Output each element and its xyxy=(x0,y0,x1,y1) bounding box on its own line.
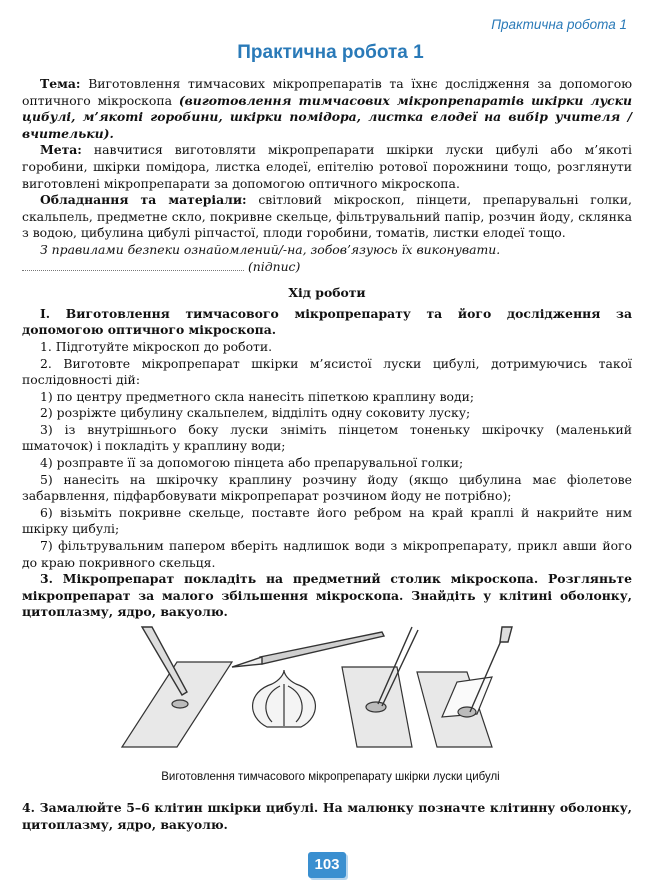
running-header: Практична робота 1 xyxy=(491,17,627,32)
page-number: 103 xyxy=(308,852,346,878)
section-1-heading: I. Виготовлення тимчасового мікропрепарату та його дослідження за допомогою оптичного мікроскопа. xyxy=(22,305,632,338)
equipment-text: світловий мікроскоп, пінцети, препарувальні голки, скальпель, предметне скло, покривне скельце, фільтрувальний папір, розчин йоду, склянка з водою, цибулина цибулі ріпчастої, плоди горобини, томатів, листки елодеї тощо. xyxy=(22,192,632,241)
step-1: 1. Підготуйте мікроскоп до роботи. xyxy=(40,338,273,354)
substep-1: 1) по центру предметного скла нанесіть піпеткою краплину води; xyxy=(40,388,475,404)
topic-text: Виготовлення тимчасових мікропрепаратів та їхнє дослідження за допомогою оптичного мікроскопа xyxy=(22,76,632,108)
topic-note: (виготовлення тимчасових мікропрепаратів шкірки луски цибулі, м’якоті горобини, шкірки помідора, листка елодеї на вибір учителя / вчительки). xyxy=(22,92,632,141)
procedure-heading: Хід роботи xyxy=(288,285,366,301)
equipment-label: Обладнання та матеріали: xyxy=(40,192,247,208)
step-3: 3. Мікропрепарат покладіть на предметний столик мікроскопа. Розгляньте мікропрепарат за малого збільшення мікроскопа. Знайдіть у клітині оболонку, цитоплазму, ядро, вакуолю. xyxy=(22,571,632,620)
signature-label: (підпис) xyxy=(247,258,301,274)
step-2: 2. Виготовте мікропрепарат шкірки м’ясистої луски цибулі, дотримуючись такої послідовності дій: xyxy=(22,355,632,388)
step-4: 4. Замалюйте 5–6 клітин шкірки цибулі. На малюнку позначте клітинну оболонку, цитоплазму, ядро, вакуолю. xyxy=(22,800,632,832)
substep-2: 2) розріжте цибулину скальпелем, відділіть одну соковиту луску; xyxy=(40,405,471,421)
goal-paragraph xyxy=(22,142,632,192)
goal-text: навчитися виготовляти мікропрепарати шкірки луски цибулі або м’якоті горобини, шкірки помідора, листка елодеї, епітелію ротової порожнини тощо, розглянути виготовлені мікропрепарати за допомогою оптичного мікроскопа. xyxy=(22,142,632,191)
substep-7: 7) фільтрувальним папером вберіть надлишок води з мікропрепарату, прикл авши його до краю покривного скельця. xyxy=(22,538,632,570)
substep-5: 5) нанесіть на шкірочку краплину розчину йоду (якщо цибулина має фіолетове забарвлення, підфарбовувати мікропрепарат розчином йоду не потрібно); xyxy=(22,471,632,504)
equipment-paragraph xyxy=(22,192,632,242)
water-drop xyxy=(172,700,188,708)
figure-caption: Виготовлення тимчасового мікропрепарату шкірки луски цибулі xyxy=(161,771,500,783)
substep-4: 4) розправте її за допомогою пінцета або препарувальної голки; xyxy=(40,455,464,471)
topic-label: Тема: xyxy=(40,76,81,91)
procedure-illustration xyxy=(112,622,542,762)
substep-3: 3) із внутрішнього боку луски зніміть пінцетом тоненьку шкірочку (маленький шматочок) і покладіть у краплину води; xyxy=(22,421,632,454)
topic-paragraph xyxy=(22,76,632,142)
safety-statement: З правилами безпеки ознайомлений/-на, зобов’язуюсь їх виконувати. xyxy=(40,241,501,257)
scalpel xyxy=(260,632,384,664)
substep-6: 6) візьміть покривне скельце, поставте його ребром на край краплі й накрийте ним шкірку цибулі; xyxy=(22,504,632,537)
goal-label: Мета: xyxy=(40,142,82,158)
page-title: Практична робота 1 xyxy=(237,42,424,63)
signature-dots xyxy=(22,260,244,271)
document-body xyxy=(22,76,632,621)
signature-line xyxy=(22,259,632,276)
